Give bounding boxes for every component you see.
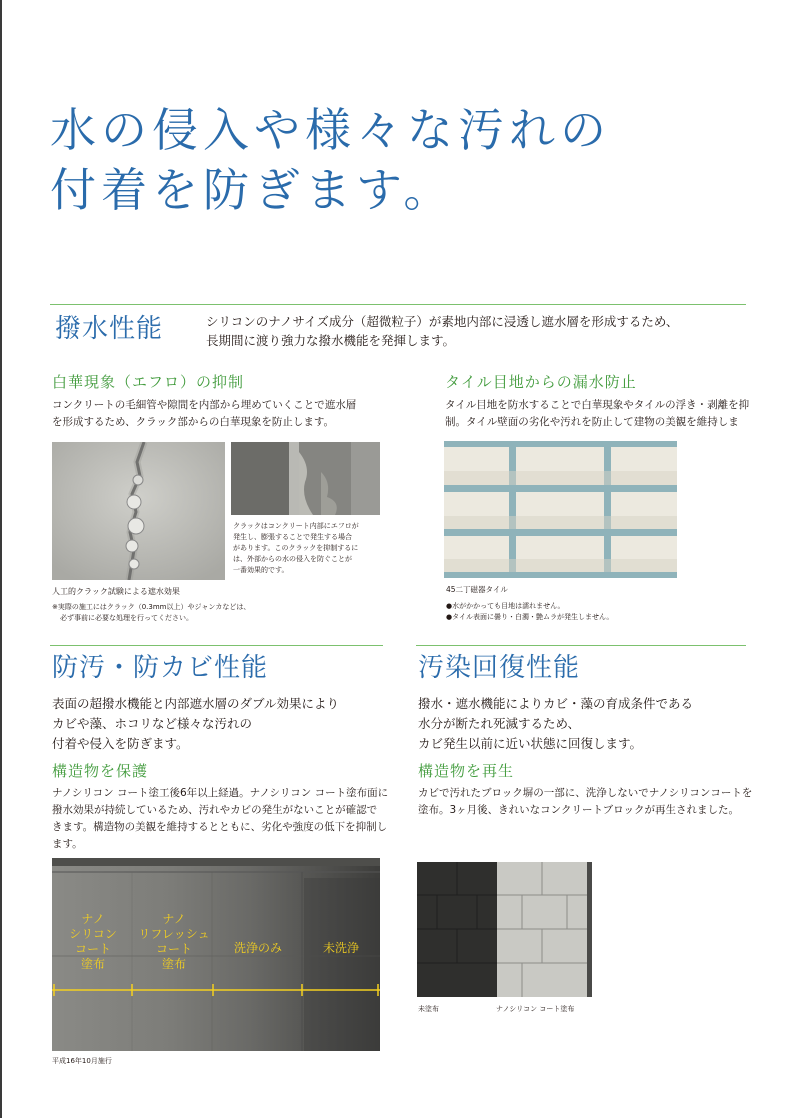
left-border (0, 0, 2, 1118)
tile-photo-art (444, 441, 677, 578)
crack-note-1: クラックはコンクリート内部にエフロが (233, 522, 359, 530)
block-wall-photo-art (417, 862, 592, 997)
headline (50, 100, 611, 220)
efflorescence-photo (231, 442, 380, 515)
divider-antifouling (50, 645, 383, 646)
efflorescence-title: 白華現象（エフロ）の抑制 (52, 373, 245, 391)
crack-note-2: 発生し、膨張することで発生する場合 (233, 533, 352, 541)
block-caption-right: ナノシリコン コート塗布 (496, 1005, 575, 1013)
recovery-text-3: カビ発生以前に近い状態に回復します。 (418, 736, 643, 751)
antifouling-title: 防汚・防カビ性能 (52, 653, 269, 683)
water-repellent-desc-2: 長期間に渡り強力な撥水機能を発揮します。 (206, 333, 456, 348)
crack-note-5: 一番効果的です。 (233, 566, 289, 574)
label-nano-silicon-l1: ナノ (81, 912, 105, 926)
protect-text-4: ます。 (52, 838, 83, 850)
crack-test-photo (52, 442, 225, 580)
recovery-title: 汚染回復性能 (418, 653, 581, 683)
regenerate-text-2: 塗布。3ヶ月後、きれいなコンクリートブロックが再生されました。 (418, 804, 739, 816)
tile-joint-text-2: 制。タイル壁面の劣化や汚れを防止して建物の美観を維持しま (445, 416, 739, 428)
label-nano-refresh (134, 912, 214, 972)
protect-text-2: 撥水効果が持続しているため、汚れやカビの発生がないことが確認で (52, 804, 378, 816)
label-nano-silicon (58, 912, 128, 972)
efflorescence-text-2: を形成するため、クラック部からの白華現象を防止します。 (52, 416, 335, 428)
recovery-text-1: 撥水・遮水機能によりカビ・藻の育成条件である (418, 696, 694, 711)
efflorescence-note-1: ※実際の施工にはクラック（0.3mm以上）やジャンカなどは、 (52, 603, 251, 611)
efflorescence-note-2: 必ず事前に必要な処理を行ってください。 (60, 614, 193, 622)
wall-photo-date: 平成16年10月施行 (52, 1057, 112, 1065)
divider-recovery (416, 645, 746, 646)
label-nano-silicon-l2: シリコン (69, 927, 117, 941)
divider-water-repellent (50, 304, 746, 305)
crack-test-caption: 人工的クラック試験による遮水効果 (52, 587, 180, 596)
efflorescence-photo-art (231, 442, 380, 515)
label-nano-refresh-l1: ナノ (162, 912, 186, 926)
water-repellent-desc-1: シリコンのナノサイズ成分（超微粒子）が素地内部に浸透し遮水層を形成するため、 (206, 314, 679, 329)
label-nano-refresh-l3: コート (155, 942, 192, 956)
block-wall-photo (417, 862, 592, 997)
regenerate-text-1: カビで汚れたブロック塀の一部に、洗浄しないでナノシリコンコートを (418, 787, 753, 799)
tile-photo (444, 441, 677, 578)
headline-line-2: 付着を防ぎます。 (50, 163, 455, 217)
tile-bullet-1: ●水がかかっても目地は濡れません。 (446, 602, 565, 610)
label-nano-refresh-l2: リフレッシュ (138, 927, 210, 941)
tile-caption: 45二丁磁器タイル (446, 585, 508, 594)
recovery-text-2: 水分が断たれ死滅するため、 (418, 716, 581, 731)
tile-bullet-2: ●タイル表面に曇り・白濁・艶ムラが発生しません。 (446, 613, 614, 621)
protect-text-3: きます。構造物の美観を維持するとともに、劣化や強度の低下を抑制し (52, 821, 388, 833)
crack-note-4: は、外部からの水の侵入を防ぐことが (233, 555, 352, 563)
tile-joint-text-1: タイル目地を防水することで白華現象やタイルの浮き・剥離を抑 (445, 399, 750, 411)
regenerate-title: 構造物を再生 (418, 762, 515, 780)
protect-text-1: ナノシリコン コート塗工後6年以上経過。ナノシリコン コート塗布面に (52, 787, 389, 799)
tile-joint-title: タイル目地からの漏水防止 (445, 373, 637, 391)
water-repellent-title: 撥水性能 (55, 314, 164, 344)
protect-structure-title: 構造物を保護 (52, 762, 149, 780)
block-caption-left: 未塗布 (418, 1005, 439, 1013)
label-unwashed: 未洗浄 (322, 941, 359, 955)
antifouling-text-1: 表面の超撥水機能と内部遮水層のダブル効果により (52, 696, 340, 711)
label-wash-only: 洗浄のみ (233, 941, 282, 955)
crack-test-photo-art (52, 442, 225, 580)
label-nano-refresh-l4: 塗布 (161, 957, 186, 971)
headline-line-1: 水の侵入や様々な汚れの (50, 103, 611, 157)
crack-note-3: があります。このクラックを抑制するに (233, 544, 359, 552)
efflorescence-text-1: コンクリートの毛細管や隙間を内部から埋めていくことで遮水層 (52, 399, 357, 411)
antifouling-text-3: 付着や侵入を防ぎます。 (52, 736, 189, 751)
label-nano-silicon-l3: コート (74, 942, 111, 956)
label-nano-silicon-l4: 塗布 (80, 957, 105, 971)
antifouling-text-2: カビや藻、ホコリなど様々な汚れの (52, 716, 253, 731)
